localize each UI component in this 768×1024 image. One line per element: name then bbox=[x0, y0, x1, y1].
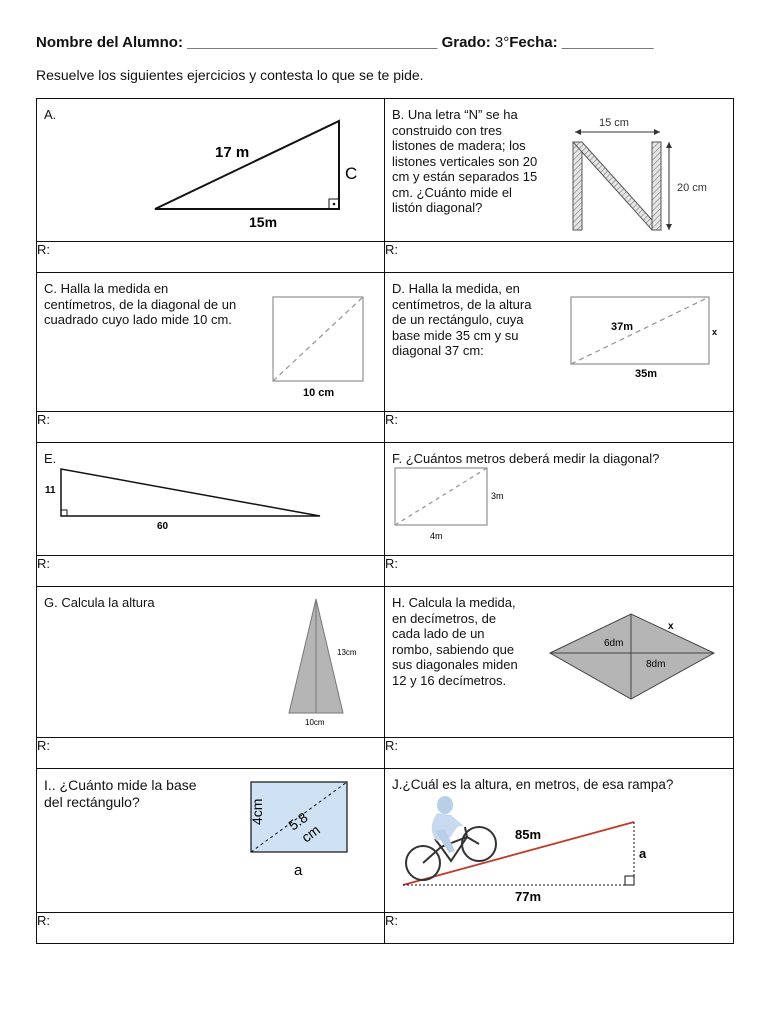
text-line: listones de madera; los bbox=[392, 138, 526, 153]
exercise-e bbox=[37, 443, 385, 556]
answer-h[interactable]: R: bbox=[385, 738, 734, 769]
text-line: sus diagonales miden bbox=[392, 657, 518, 672]
exercise-g bbox=[37, 587, 385, 738]
tri-height-label: 11 bbox=[45, 485, 56, 496]
text-line: H. Calcula la medida, bbox=[392, 595, 516, 610]
square-side-label: 10 cm bbox=[303, 387, 335, 399]
grade-label: Grado: bbox=[441, 34, 491, 51]
text-line: del rectángulo? bbox=[44, 794, 140, 810]
text-line: B. Una letra “N” se ha bbox=[392, 107, 518, 122]
long-triangle-figure bbox=[37, 443, 385, 555]
student-header bbox=[36, 34, 654, 51]
text-line: centímetros, de la altura bbox=[392, 296, 532, 312]
text-line: 12 y 16 decímetros. bbox=[392, 672, 507, 688]
name-blank[interactable]: ______________________________ bbox=[187, 34, 438, 51]
exercise-a bbox=[37, 99, 385, 242]
answer-i[interactable]: R: bbox=[37, 913, 385, 944]
small-rect-base-label: 4m bbox=[430, 531, 443, 541]
base-label: 15m bbox=[249, 214, 278, 230]
exercise-e-text: E. bbox=[44, 451, 57, 466]
text-line: cm. ¿Cuánto mide el bbox=[392, 184, 512, 200]
exercise-g-text: G. Calcula la altura bbox=[44, 595, 155, 610]
answer-c[interactable]: R: bbox=[37, 412, 385, 443]
text-line: cm y están separados 15 bbox=[392, 169, 538, 184]
tri-side-label: 13cm bbox=[337, 648, 357, 657]
text-line: centímetros, de la diagonal de un bbox=[44, 296, 237, 312]
instructions: Resuelve los siguientes ejercicios y contesta lo que se te pide. bbox=[36, 67, 424, 83]
tri-base-label: 10cm bbox=[305, 718, 325, 727]
text-line: rombo, sabiendo que bbox=[392, 641, 515, 657]
text-line: I.. ¿Cuánto mide la base bbox=[44, 777, 197, 793]
date-label: Fecha: bbox=[509, 34, 558, 51]
text-line: cada lado de un bbox=[392, 626, 485, 641]
rect-diag-label: 37m bbox=[611, 321, 634, 333]
right-triangle-figure bbox=[37, 99, 385, 241]
exercise-h bbox=[385, 587, 734, 738]
exercise-j-text: J.¿Cuál es la altura, en metros, de esa rampa? bbox=[392, 777, 674, 792]
rhombus-side-label: x bbox=[668, 621, 674, 632]
ramp-figure bbox=[385, 769, 734, 912]
text-line: cuadrado cuyo lado mide 10 cm. bbox=[44, 312, 232, 327]
rhombus-figure bbox=[385, 587, 734, 737]
rhombus-d2-label: 8dm bbox=[646, 659, 666, 670]
text-line: diagonal 37 cm: bbox=[392, 343, 484, 358]
small-rectangle-figure bbox=[385, 443, 734, 555]
exercise-a-text: A. bbox=[44, 107, 57, 122]
answer-j[interactable]: R: bbox=[385, 913, 734, 944]
ramp-hyp-label: 85m bbox=[515, 827, 542, 842]
n-height-label: 20 cm bbox=[677, 182, 707, 194]
date-blank[interactable]: ___________ bbox=[561, 34, 654, 51]
text-line: de un rectángulo, cuya bbox=[392, 312, 524, 327]
ramp-base-label: 77m bbox=[515, 889, 542, 904]
exercise-f bbox=[385, 443, 734, 556]
text-line: construido con tres bbox=[392, 122, 502, 138]
answer-f[interactable]: R: bbox=[385, 556, 734, 587]
answer-b[interactable]: R: bbox=[385, 242, 734, 273]
n-width-label: 15 cm bbox=[599, 117, 629, 129]
answer-a[interactable]: R: bbox=[37, 242, 385, 273]
side-label: C bbox=[345, 164, 358, 183]
cyclist-icon bbox=[406, 796, 496, 880]
blue-rectangle-figure bbox=[37, 769, 385, 912]
answer-g[interactable]: R: bbox=[37, 738, 385, 769]
tri-base-label: 60 bbox=[157, 521, 169, 532]
rect-height-label: x bbox=[712, 327, 718, 337]
exercise-f-text: F. ¿Cuántos metros deberá medir la diagonal? bbox=[392, 451, 660, 466]
isosceles-triangle-figure bbox=[37, 587, 385, 737]
ramp-height-label: a bbox=[639, 846, 647, 861]
answer-d[interactable]: R: bbox=[385, 412, 734, 443]
text-line: C. Halla la medida en bbox=[44, 281, 169, 296]
rectangle-figure bbox=[385, 273, 734, 411]
rhombus-d1-label: 6dm bbox=[604, 638, 624, 649]
grade-value: 3° bbox=[494, 34, 510, 51]
exercise-table bbox=[36, 98, 734, 944]
blue-rect-height-label: 4cm bbox=[249, 798, 265, 825]
exercise-i bbox=[37, 769, 385, 913]
blue-rect-diag-label-2: cm bbox=[298, 821, 323, 846]
square-figure bbox=[37, 273, 385, 411]
text-line: en decímetros, de bbox=[392, 610, 497, 626]
hyp-label: 17 m bbox=[215, 144, 250, 161]
small-rect-height-label: 3m bbox=[491, 491, 504, 501]
exercise-j bbox=[385, 769, 734, 913]
text-line: D. Halla la medida, en bbox=[392, 281, 520, 296]
text-line: listones verticales son 20 bbox=[392, 153, 538, 169]
blue-rect-diag-label-1: 5.8 bbox=[285, 809, 311, 834]
blue-rect-base-label: a bbox=[294, 862, 303, 879]
text-line: base mide 35 cm y su bbox=[392, 327, 519, 343]
text-line: listón diagonal? bbox=[392, 200, 483, 215]
answer-e[interactable]: R: bbox=[37, 556, 385, 587]
exercise-c bbox=[37, 273, 385, 412]
exercise-b bbox=[385, 99, 734, 242]
letter-n-figure bbox=[385, 99, 734, 241]
name-label: Nombre del Alumno: bbox=[36, 34, 183, 51]
exercise-d bbox=[385, 273, 734, 412]
rect-base-label: 35m bbox=[635, 368, 658, 380]
